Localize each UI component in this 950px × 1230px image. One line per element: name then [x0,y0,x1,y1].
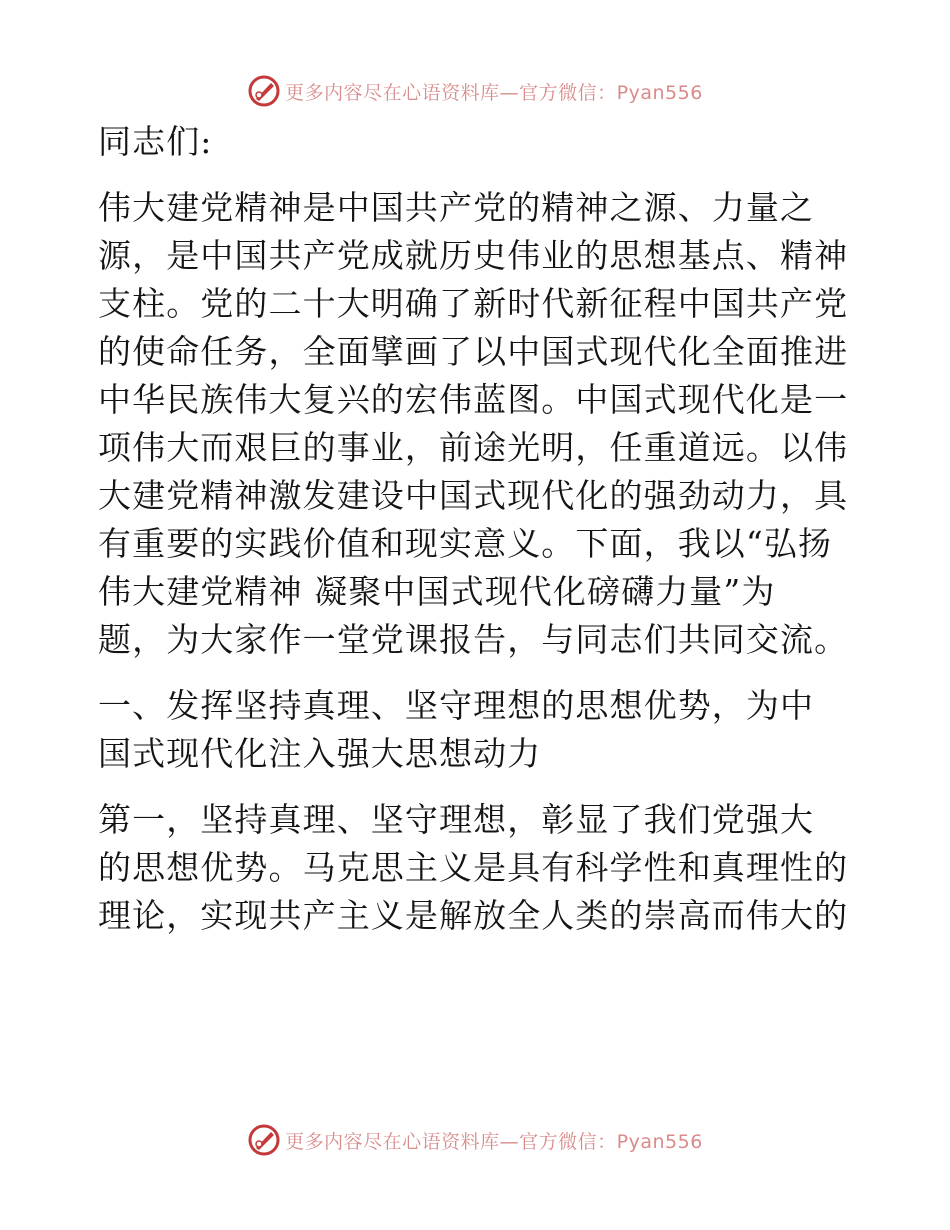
text-line: 伟大建党精神是中国共产党的精神之源、力量之 [98,188,815,227]
watermark-text: 更多内容尽在心语资料库—官方微信：Pyan556 [285,81,703,104]
text-line: 一、发挥坚持真理、坚守理想的思想优势，为中 [98,686,815,725]
text-line: 同志们: [98,122,213,161]
paragraph-intro [98,184,858,664]
header-watermark [0,71,950,111]
text-line: 第一，坚持真理、坚守理想，彰显了我们党强大 [98,800,815,839]
text-line: 国式现代化注入强大思想动力 [98,734,542,773]
section-heading-1 [98,682,858,778]
text-line: 项伟大而艰巨的事业，前途光明，任重道远。以伟 [98,428,849,467]
document-body [98,118,858,958]
text-line: 的思想优势。马克思主义是具有科学性和真理性的 [98,848,849,887]
paragraph-first-point [98,796,858,940]
text-line: 题，为大家作一堂党课报告，与同志们共同交流。 [98,620,849,659]
footer-watermark [0,1120,950,1160]
quill-logo-icon [247,74,281,108]
text-line: 理论，实现共产主义是解放全人类的崇高而伟大的 [98,896,849,935]
text-line: 的使命任务，全面擘画了以中国式现代化全面推进 [98,332,849,371]
text-line: 有重要的实践价值和现实意义。下面，我以“弘扬 [98,524,833,563]
paragraph-greeting [98,118,858,166]
text-line: 伟大建党精神 凝聚中国式现代化磅礴力量”为 [98,572,776,611]
text-line: 支柱。党的二十大明确了新时代新征程中国共产党 [98,284,849,323]
text-line: 中华民族伟大复兴的宏伟蓝图。中国式现代化是一 [98,380,849,419]
text-line: 大建党精神激发建设中国式现代化的强劲动力，具 [98,476,849,515]
text-line: 源，是中国共产党成就历史伟业的思想基点、精神 [98,236,849,275]
watermark-text: 更多内容尽在心语资料库—官方微信：Pyan556 [285,1130,703,1153]
quill-logo-icon [247,1123,281,1157]
